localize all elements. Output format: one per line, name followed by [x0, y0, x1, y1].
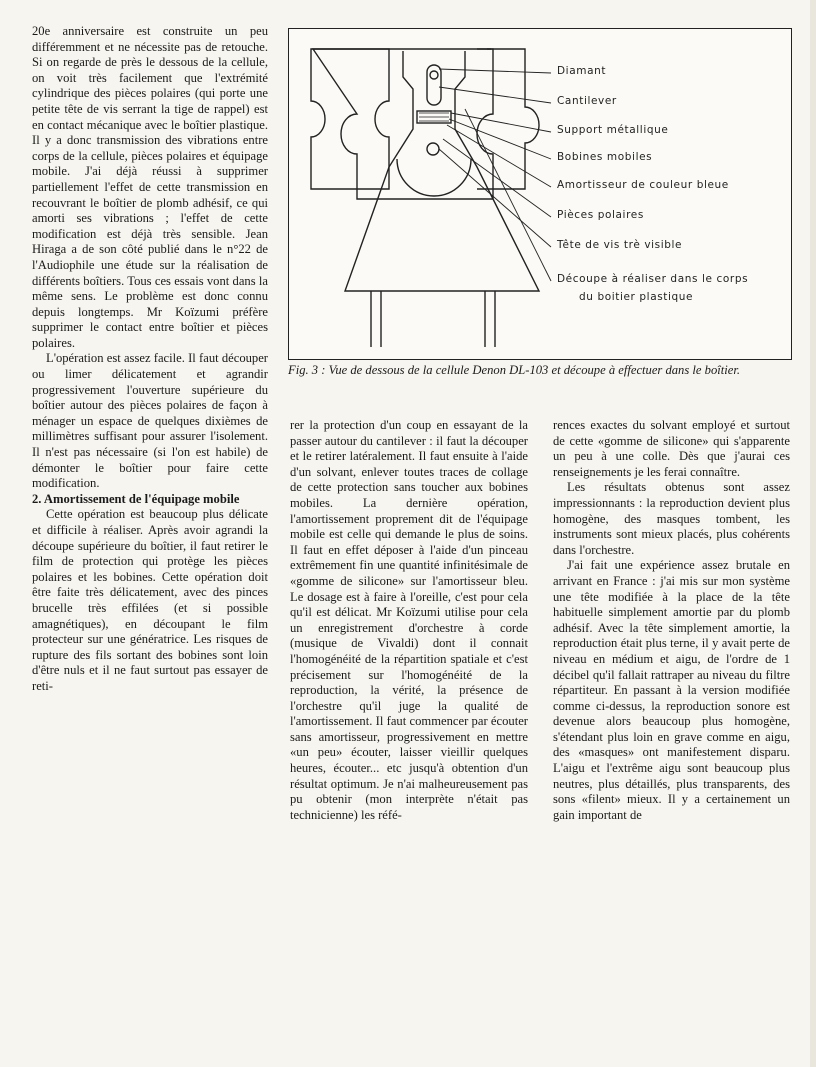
section-heading: 2. Amortissement de l'équipage mobile — [32, 491, 240, 506]
paragraph: rences exactes du solvant employé et surtout de cette «gomme de silicone» qui s'apparente un peu à une colle. Dès que j'aurai ces renseignements je les ferai connaître. — [553, 418, 790, 479]
paragraph: rer la protection d'un coup en essayant de la passer autour du cantilever : il faut la découper et le retirer latéralement. Il faut ensuite à l'aide d'un solvant, enlever toutes traces de collage de cette protection sans toucher aux bobines mobiles. La dernière opération, l'amortissement proprement dit de l'équipage mobile est celle qui demande le plus de soins. Il faut en effet déposer à l'aide d'un pinceau extrêmement fin une quantité infinitésimale de «gomme de silicone» sur l'amortisseur bleu. Le dosage est à faire à l'oreille, c'est pour cela qu'il est délicat. Mr Koïzumi utilise pour cela un enregistrement d'orchestre à corde (musique de Vivaldi) dont il connait l'homogénéité de la répartition spatiale et c'est précisement sur l'homogénéité de la reproduction, la vérité, la présence de l'orchestre qu'il juge la qualité de l'amortissement. Il faut commencer par écouter sans amortisseur, progressivement en mettre «un peu» écouter, laisser vieillir quelques heures, écouter... etc jusqu'à obtention d'un résultat optimum. Je n'ai malheureusement pas pu obtenir (mon interprète n'était pas technicienne) les réfé- — [290, 418, 528, 822]
label-diamant: Diamant — [557, 65, 607, 77]
page-edge — [810, 0, 816, 1067]
figure-cartridge-diagram — [288, 28, 792, 360]
figure-caption: Fig. 3 : Vue de dessous de la cellule Denon DL-103 et découpe à effectuer dans le boîtier. — [288, 363, 740, 377]
label-cantilever: Cantilever — [557, 95, 617, 107]
label-bobines: Bobines mobiles — [557, 151, 653, 163]
text-column-1 — [32, 24, 268, 695]
paragraph: L'opération est assez facile. Il faut découper ou limer délicatement et agrandir progressivement l'ouverture supérieure du boîtier autour des pièces polaires de façon à ménager un espace de quelques dixièmes de millimètres suffisant pour assurer l'isolement. Il n'est pas nécessaire (si l'on est habile) de démonter le boîtier pour faire cette modification. — [32, 351, 268, 491]
paragraph: 20e anniversaire est construite un peu différemment et ne nécessite pas de retouche. Si on regarde de près le dessous de la cellule, on voit très facilement que l'extrémité cylindrique des pièces polaires (qui porte une petite tête de vis serrant la tige de rappel) est en contact mécanique avec le boîtier plastique. Il y a donc transmission des vibrations entre corps de la cellule, pièces polaires et équipage mobile. J'ai déjà réussi à supprimer partiellement l'effet de cette transmission en recouvrant le boîtier de plomb adhésif, ce qui amorti ses vibrations ; l'effet de cette modification est déjà très sensible. Jean Hiraga a de son côté publié dans le n°22 de l'Audiophile une étude sur la réalisation de différents boîtiers. Tous ces essais vont dans la même sens. Le problème est donc connu depuis longtemps. Mr Koïzumi préfère supprimer le contact entre boîtier et pièces polaires. — [32, 24, 268, 350]
label-decoupe-2: du boitier plastique — [579, 291, 694, 303]
label-amortisseur: Amortisseur de couleur bleue — [557, 179, 729, 191]
label-pieces-polaires: Pièces polaires — [557, 209, 644, 221]
label-tete-de-vis: Tête de vis trè visible — [557, 239, 683, 251]
paragraph: Cette opération est beaucoup plus délicate et difficile à réaliser. Après avoir agrandi la découpe supérieure du boîtier, il faut retirer le film de protection qui protège les pièces polaires et les bobines. Cette opération doit être faite très délicatement, avec des pinces brucelle très effilées (et si possible amagnétiques), en découpant le film protecteur sur une génératrice. Les risques de rupture des fils sortant des bobines sont loin d'être nuls et il ne faut surtout pas essayer de reti- — [32, 507, 268, 693]
text-column-3 — [553, 418, 790, 823]
label-support: Support métallique — [557, 124, 669, 136]
label-decoupe: Découpe à réaliser dans le corps — [557, 273, 749, 285]
paragraph: Les résultats obtenus sont assez impressionnants : la reproduction devient plus homogène, des masques tombent, les instruments sont mieux placés, plus cohérents dans l'orchestre. — [553, 480, 790, 557]
paragraph: J'ai fait une expérience assez brutale en arrivant en France : j'ai mis sur mon système une tête modifiée à la place de la tête habituelle simplement amortie par du plomb adhésif. Avec la tête simplement amortie, la reproduction était plus terne, il y avait perte de niveau en médium et aigu, de l'ordre de 1 décibel qu'il fallait rattraper au niveau du filtre répartiteur. En passant à la version modifiée comme ci-dessus, la reproduction sonore est devenue alors beaucoup plus homogène, s'étendant plus loin en grave comme en aigu, des «masques» ont manifestement disparu. L'aigu et l'extrême aigu sont beaucoup plus neutres, plus détaillés, plus transparents, des sons «filent» mieux. Il y a certainement un gain important de — [553, 558, 790, 822]
text-column-2 — [290, 418, 528, 823]
cartridge-drawing — [289, 29, 791, 359]
